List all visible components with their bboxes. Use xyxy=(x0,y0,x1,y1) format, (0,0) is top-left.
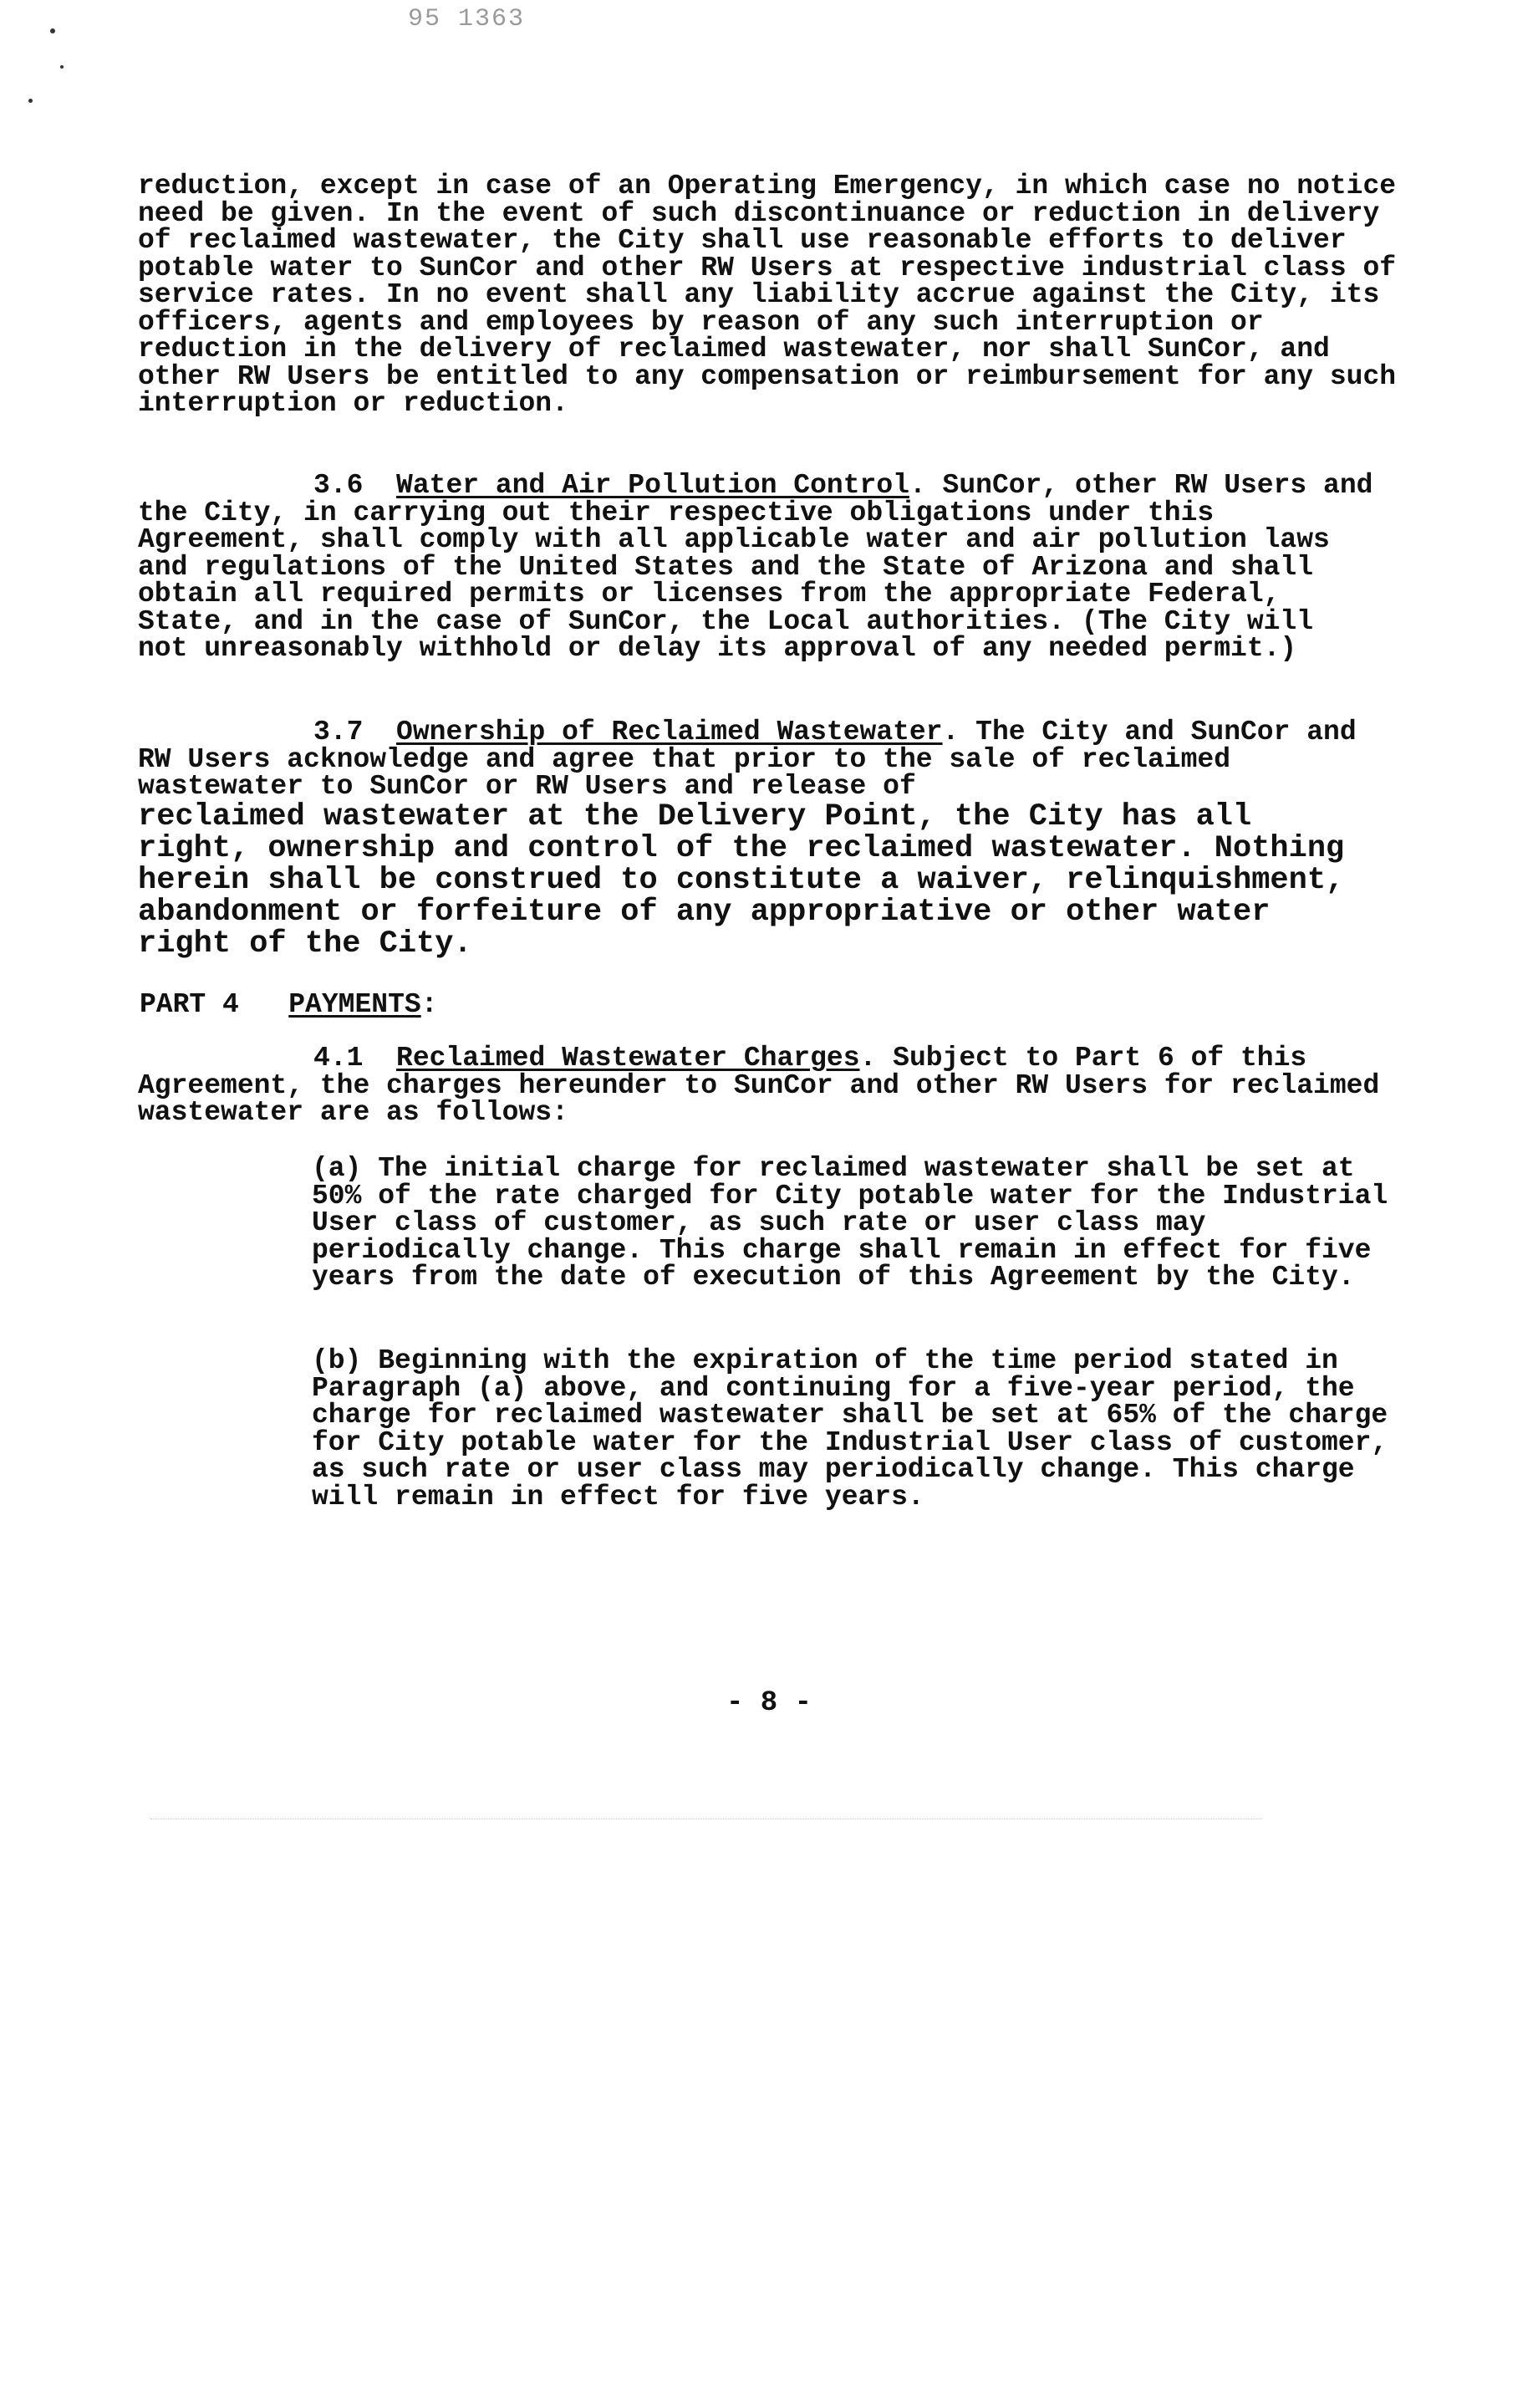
section-number: 3.7 xyxy=(313,717,364,747)
part-colon: : xyxy=(420,989,438,1020)
section-3-7-continued: reclaimed wastewater at the Delivery Point, the City has all right, ownership and control of the reclaimed wastewater. Nothing herein shall be construed to constitute a waiver, relinquishment, abandonment or forfeiture of any appropriative or other water right of the City. xyxy=(138,799,1345,962)
part-label: PART 4 xyxy=(140,989,239,1020)
scan-stamp: 95 1363 xyxy=(408,5,526,33)
paragraph-reduction: reduction, except in case of an Operating Emergency, in which case no notice need be given. In the event of such discontinuance or reduction in delivery of reclaimed wastewater, the City shall use reasonable efforts to deliver potable water to SunCor and other RW Users at respective industrial class of service rates. In no event shall any liability accrue against the City, its officers, agents and employees by reason of any such interruption or reduction in the delivery of reclaimed wastewater, nor shall SunCor, and other RW Users be entitled to any compensation or reimbursement for any such interruption or reduction. xyxy=(138,171,1397,419)
section-title: Reclaimed Wastewater Charges xyxy=(396,1043,860,1074)
subparagraph-b: (b) Beginning with the expiration of the time period stated in Paragraph (a) above, and continuing for a five-year period, the charge for reclaimed wastewater shall be set at 65% of the charge for City potable water for the Industrial User class of customer, as such rate or user class may periodically change. This charge will remain in effect for five years. xyxy=(312,1345,1388,1513)
margin-speck xyxy=(60,65,64,69)
section-number: 4.1 xyxy=(313,1043,364,1074)
section-3-6 xyxy=(138,472,1375,663)
scan-artifact-line xyxy=(150,1819,1262,1820)
section-title: Water and Air Pollution Control xyxy=(396,470,909,501)
subparagraph-a: (a) The initial charge for reclaimed wastewater shall be set at 50% of the rate charged for City potable water for the Industrial User class of customer, as such rate or user class may periodically change. This charge shall remain in effect for five years from the date of execution of this Agreement by the City. xyxy=(312,1153,1388,1293)
section-3-7 xyxy=(138,719,1375,801)
section-body: . The City and SunCor and RW Users acknowledge and agree that prior to the sale of reclaimed wastewater to SunCor or RW Users and release of xyxy=(138,717,1357,802)
section-body: . SunCor, other RW Users and the City, in carrying out their respective obligations under this Agreement, shall comply with all applicable water and air pollution laws and regulations of the United States and the State of Arizona and shall obtain all required permits or licenses from the appropriate Federal, State, and in the case of SunCor, the Local authorities. (The City will not unreasonably withhold or delay its approval of any needed permit.) xyxy=(138,470,1373,664)
section-title: Ownership of Reclaimed Wastewater xyxy=(396,717,943,747)
section-number: 3.6 xyxy=(313,470,364,501)
part-4-heading xyxy=(140,989,438,1020)
page-number: - 8 - xyxy=(726,1687,812,1719)
section-4-1 xyxy=(138,1045,1408,1127)
part-title: PAYMENTS xyxy=(288,989,421,1020)
section-body: . Subject to Part 6 of this Agreement, the charges hereunder to SunCor and other RW Users for reclaimed wastewater are as follows: xyxy=(138,1043,1380,1128)
margin-speck xyxy=(28,99,33,103)
margin-speck xyxy=(50,28,55,33)
